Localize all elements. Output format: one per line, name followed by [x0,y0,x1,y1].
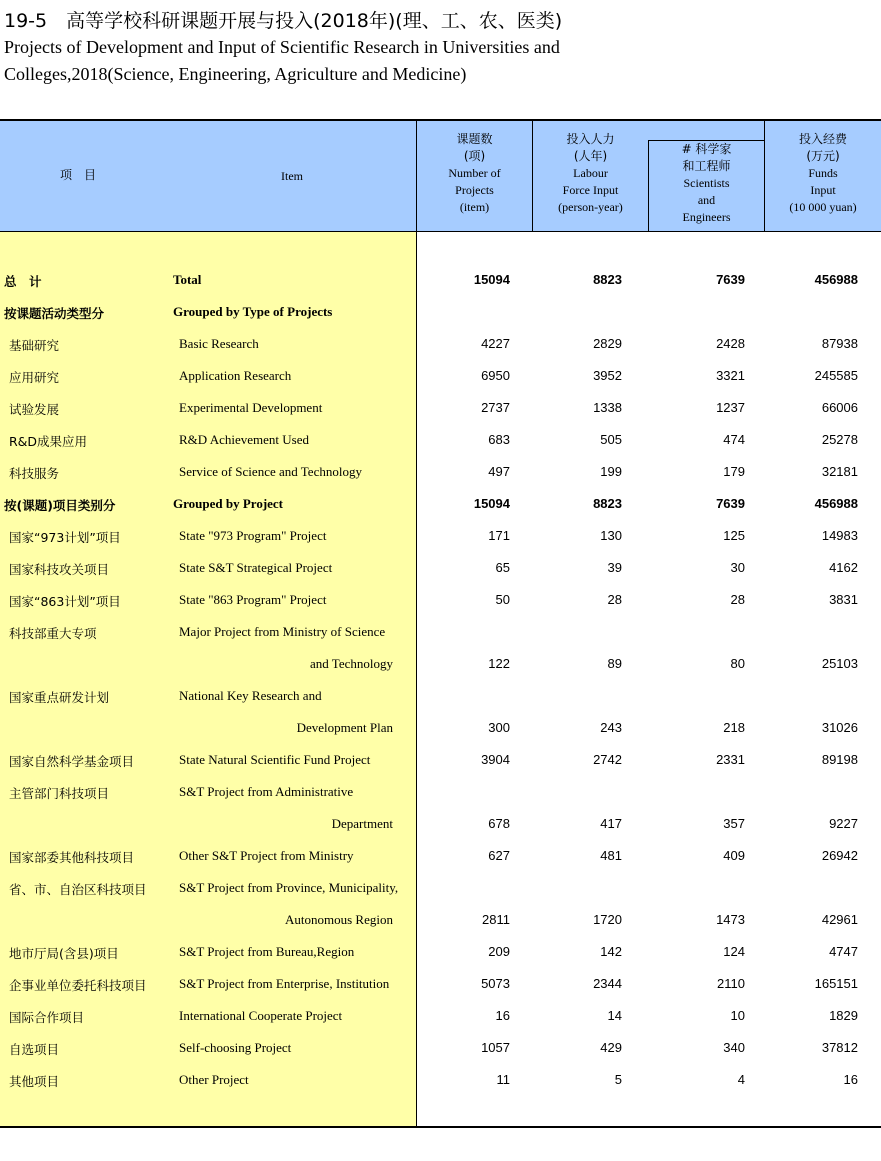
table-row [0,936,881,968]
row-label-en: Grouped by Project [173,496,284,511]
row-label-en: State "973 Program" Project [179,528,327,543]
labour-value: 8823 [593,272,622,287]
labour-value: 14 [607,1008,622,1023]
projects-value: 15094 [473,272,510,287]
row-label-en: S&T Project from Enterprise, Institution [179,976,390,991]
scientists-value: 3321 [716,368,745,383]
projects-value: 50 [495,592,510,607]
funds-value: 42961 [821,912,858,927]
funds-value: 165151 [814,976,858,991]
table-row [0,360,881,392]
row-label-en: S&T Project from Administrative [179,784,354,799]
funds-value: 4747 [829,944,858,959]
scientists-value: 7639 [716,496,745,511]
funds-value: 25103 [821,656,858,671]
projects-value: 2737 [481,400,510,415]
row-label-en: S&T Project from Bureau,Region [179,944,355,959]
scientists-value: 4 [737,1072,745,1087]
projects-value: 6950 [481,368,510,383]
scientists-value: 7639 [716,272,745,287]
row-label-zh: 国家科技攻关项目 [9,562,110,577]
header-labour: 投入人力 (人年) Labour Force Input (person-year) [558,132,623,214]
labour-value: 8823 [593,496,622,511]
table-row [0,424,881,456]
funds-value: 4162 [829,560,858,575]
table-row [0,264,881,296]
projects-value: 497 [488,464,510,479]
row-label-zh: 地市厅局(含县)项目 [9,946,119,961]
row-label-zh: 其他项目 [9,1074,60,1089]
row-label-zh: 省、市、自治区科技项目 [9,882,147,897]
table-row [0,552,881,584]
projects-value: 1057 [481,1040,510,1055]
scientists-value: 409 [723,848,745,863]
table-row [0,744,881,776]
scientists-value: 124 [723,944,745,959]
row-label-en: Basic Research [179,336,259,351]
table-row [0,1064,881,1096]
row-label-zh: 国家“863计划”项目 [9,594,121,609]
table-row [0,712,881,744]
scientists-value: 218 [723,720,745,735]
labour-value: 505 [600,432,622,447]
row-label-en: Other S&T Project from Ministry [179,848,354,863]
row-label-en: Total [173,272,202,287]
projects-value: 678 [488,816,510,831]
table-row [0,1032,881,1064]
row-label-zh: 基础研究 [9,338,60,353]
scientists-value: 1237 [716,400,745,415]
labour-value: 199 [600,464,622,479]
scientists-value: 125 [723,528,745,543]
row-label-zh: 国家“973计划”项目 [9,530,121,545]
funds-value: 16 [843,1072,858,1087]
row-label-en: Self-choosing Project [179,1040,292,1055]
header-rule [0,231,881,232]
projects-value: 16 [495,1008,510,1023]
labour-value: 130 [600,528,622,543]
row-label-en: Experimental Development [179,400,323,415]
table-row [0,1000,881,1032]
labour-value: 39 [607,560,622,575]
data-table [0,119,881,1128]
table-row [0,328,881,360]
table-row [0,968,881,1000]
row-label-zh: 国际合作项目 [9,1010,85,1025]
scientists-value: 340 [723,1040,745,1055]
row-label-en: National Key Research and [179,688,322,703]
funds-value: 32181 [821,464,858,479]
row-label-zh: 国家部委其他科技项目 [9,850,135,865]
labour-value: 142 [600,944,622,959]
labour-value: 243 [600,720,622,735]
bottom-rule [0,1126,881,1128]
row-label-zh: 按课题活动类型分 [4,306,105,321]
funds-value: 37812 [821,1040,858,1055]
funds-value: 14983 [821,528,858,543]
table-row [0,840,881,872]
funds-value: 1829 [829,1008,858,1023]
table-row [0,584,881,616]
row-label-en: State "863 Program" Project [179,592,327,607]
header-scientists: # 科学家 和工程师 Scientists and Engineers [681,142,732,224]
table-row [0,616,881,648]
funds-value: 87938 [821,336,858,351]
row-label-zh: 自选项目 [9,1042,60,1057]
projects-value: 627 [488,848,510,863]
row-label-en: Application Research [179,368,292,383]
funds-value: 25278 [821,432,858,447]
scientists-value: 2110 [717,976,745,991]
projects-value: 300 [488,720,510,735]
scientists-value: 357 [723,816,745,831]
row-label-en: Service of Science and Technology [179,464,362,479]
labour-value: 429 [600,1040,622,1055]
row-label-en: Development Plan [296,720,393,735]
table-row [0,648,881,680]
row-label-en: Other Project [179,1072,249,1087]
labour-value: 2344 [593,976,622,991]
table-row [0,776,881,808]
row-label-en: Grouped by Type of Projects [173,304,333,319]
projects-value: 683 [488,432,510,447]
funds-value: 456988 [814,272,858,287]
projects-value: 15094 [473,496,510,511]
header-funds: 投入经费 (万元) Funds Input (10 000 yuan) [789,132,857,214]
header-projects: 课题数 (项) Number of Projects (item) [448,132,501,214]
funds-value: 31026 [821,720,858,735]
row-label-en: Department [331,816,393,831]
funds-value: 9227 [829,816,858,831]
scientists-value: 30 [730,560,745,575]
scientists-value: 474 [723,432,745,447]
projects-value: 11 [496,1072,510,1087]
labour-value: 89 [607,656,622,671]
labour-value: 481 [600,848,622,863]
row-label-en: and Technology [310,656,393,671]
scientists-value: 10 [730,1008,745,1023]
scientists-value: 2331 [716,752,745,767]
row-label-zh: R&D成果应用 [9,434,88,449]
scientists-value: 80 [730,656,745,671]
row-label-zh: 企事业单位委托科技项目 [9,978,147,993]
table-row [0,488,881,520]
funds-value: 245585 [814,368,858,383]
labour-value: 5 [614,1072,622,1087]
labour-value: 2742 [593,752,622,767]
row-label-zh: 国家重点研发计划 [9,690,110,705]
table-row [0,456,881,488]
funds-value: 26942 [821,848,858,863]
funds-value: 3831 [829,592,858,607]
row-label-zh: 主管部门科技项目 [9,786,110,801]
row-label-zh: 科技服务 [9,466,60,481]
funds-value: 456988 [814,496,858,511]
projects-value: 3904 [481,752,510,767]
row-label-zh: 按(课题)项目类别分 [4,498,116,513]
table-title-zh: 19-5 高等学校科研课题开展与投入(2018年)(理、工、农、医类) [4,10,563,32]
row-label-zh: 科技部重大专项 [9,626,97,641]
projects-value: 65 [495,560,510,575]
row-label-zh: 应用研究 [9,370,60,385]
table-row [0,296,881,328]
table-title-en-line1: Projects of Development and Input of Scientific Research in Universities and [4,37,560,57]
projects-value: 2811 [482,912,510,927]
table-row [0,520,881,552]
projects-value: 4227 [481,336,510,351]
table-row [0,680,881,712]
row-label-en: State S&T Strategical Project [179,560,333,575]
table-row [0,904,881,936]
projects-value: 122 [488,656,510,671]
row-label-en: S&T Project from Province, Municipality, [179,880,399,895]
row-label-en: Autonomous Region [285,912,393,927]
scientists-value: 2428 [716,336,745,351]
header-item-en: Item [281,169,303,183]
row-label-zh: 试验发展 [9,402,60,417]
scientists-value: 1473 [716,912,745,927]
funds-value: 89198 [821,752,858,767]
scientists-value: 179 [723,464,745,479]
table-row [0,392,881,424]
labour-value: 28 [607,592,622,607]
row-label-zh: 国家自然科学基金项目 [9,754,135,769]
table-row [0,808,881,840]
projects-value: 209 [488,944,510,959]
labour-value: 1338 [593,400,622,415]
row-label-en: International Cooperate Project [179,1008,343,1023]
scientists-value: 28 [730,592,745,607]
funds-value: 66006 [821,400,858,415]
header-item-zh: 项 目 [60,168,97,182]
table-title-en-line2: Colleges,2018(Science, Engineering, Agriculture and Medicine) [4,64,467,84]
labour-value: 2829 [593,336,622,351]
row-label-zh: 总 计 [4,274,42,289]
projects-value: 171 [488,528,510,543]
row-label-en: Major Project from Ministry of Science [179,624,386,639]
table-row [0,872,881,904]
labour-value: 1720 [593,912,622,927]
projects-value: 5073 [481,976,510,991]
labour-value: 3952 [593,368,622,383]
labour-value: 417 [600,816,622,831]
row-label-en: R&D Achievement Used [179,432,309,447]
row-label-en: State Natural Scientific Fund Project [179,752,371,767]
